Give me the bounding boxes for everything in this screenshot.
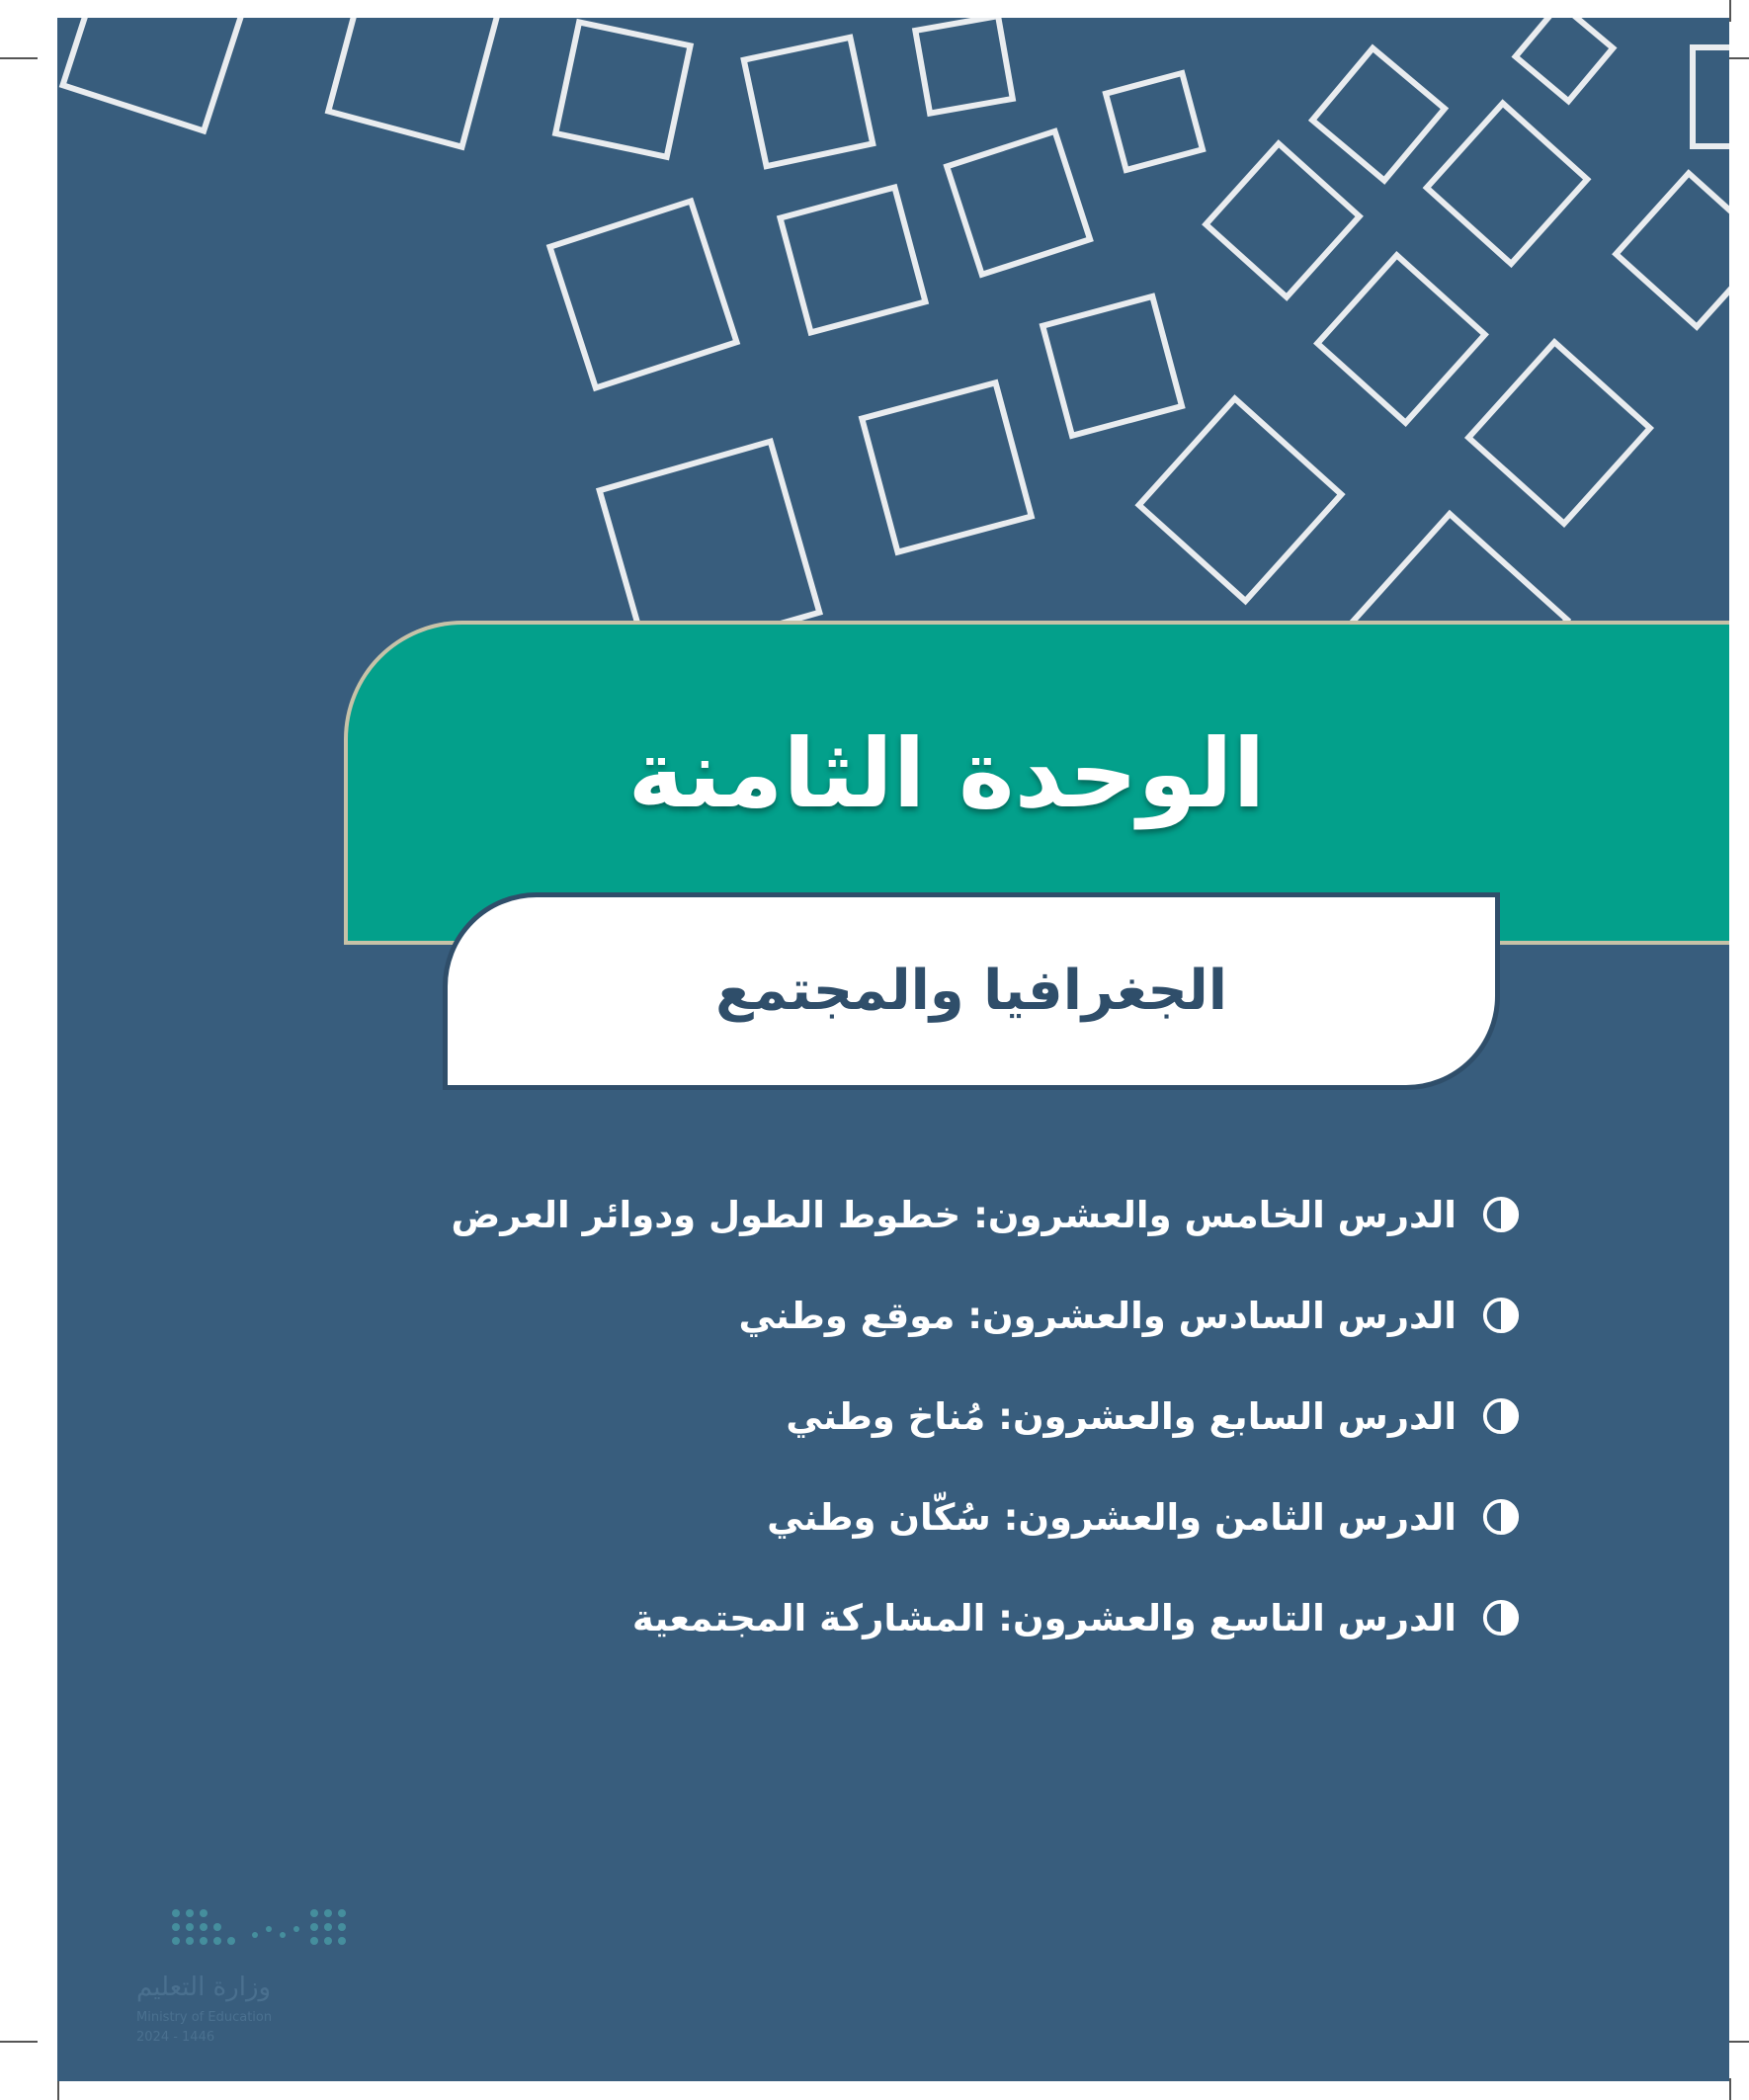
pattern-square <box>915 18 1012 114</box>
half-circle-bullet-icon <box>1482 1297 1520 1334</box>
unit-title: الوحدة الثامنة <box>627 718 1266 829</box>
pattern-square <box>1106 73 1203 170</box>
crop-mark <box>57 2078 59 2100</box>
pattern-square <box>1427 104 1587 264</box>
list-item <box>383 1164 1520 1265</box>
lesson-title: الدرس السادس والعشرون: موقع وطني <box>738 1294 1457 1337</box>
pattern-square <box>328 18 497 147</box>
lesson-title: الدرس السابع والعشرون: مُناخ وطني <box>786 1394 1457 1438</box>
pattern-square <box>1693 47 1729 146</box>
pattern-square <box>62 18 249 131</box>
pattern-square <box>1206 143 1359 296</box>
half-circle-bullet-icon <box>1482 1498 1520 1536</box>
pattern-square <box>600 442 820 650</box>
pattern-square <box>947 131 1090 275</box>
half-circle-bullet-icon <box>1482 1397 1520 1435</box>
pattern-square <box>862 382 1031 551</box>
pattern-square <box>555 22 690 156</box>
pattern-square <box>744 38 873 166</box>
square-pattern-decoration <box>57 18 1729 650</box>
lesson-title: الدرس التاسع والعشرون: المشاركة المجتمعية <box>631 1596 1457 1639</box>
lesson-list <box>383 1164 1520 1668</box>
pattern-square <box>1312 48 1445 181</box>
lesson-title: الدرس الخامس والعشرون: خطوط الطول ودوائر العرض <box>451 1193 1457 1236</box>
pattern-square <box>1616 173 1729 326</box>
ministry-name-arabic: وزارة التعليم <box>136 1973 272 2002</box>
list-item <box>383 1366 1520 1467</box>
ministry-dots-icon <box>156 1895 374 1965</box>
pattern-square <box>1042 296 1182 436</box>
unit-subtitle-box <box>443 892 1500 1090</box>
list-item <box>383 1567 1520 1668</box>
unit-cover-page <box>57 18 1729 2081</box>
crop-mark <box>1729 2078 1731 2100</box>
pattern-square <box>1317 255 1484 422</box>
half-circle-bullet-icon <box>1482 1196 1520 1233</box>
ministry-logo <box>97 1895 354 2054</box>
pattern-square <box>549 201 736 387</box>
crop-mark <box>0 57 38 59</box>
pattern-square <box>1516 18 1614 101</box>
ministry-name-english: Ministry of Education <box>136 2010 273 2025</box>
pattern-square <box>1468 342 1650 524</box>
list-item <box>383 1265 1520 1366</box>
lesson-title: الدرس الثامن والعشرون: سُكّان وطني <box>767 1495 1457 1539</box>
list-item <box>383 1467 1520 1567</box>
crop-mark <box>0 2041 38 2043</box>
pattern-square <box>781 188 926 333</box>
unit-subtitle: الجغرافيا والمجتمع <box>715 959 1227 1023</box>
half-circle-bullet-icon <box>1482 1599 1520 1637</box>
crop-mark <box>1729 0 1731 22</box>
pattern-square <box>1139 398 1342 601</box>
edition-year: 2024 - 1446 <box>136 2030 215 2045</box>
